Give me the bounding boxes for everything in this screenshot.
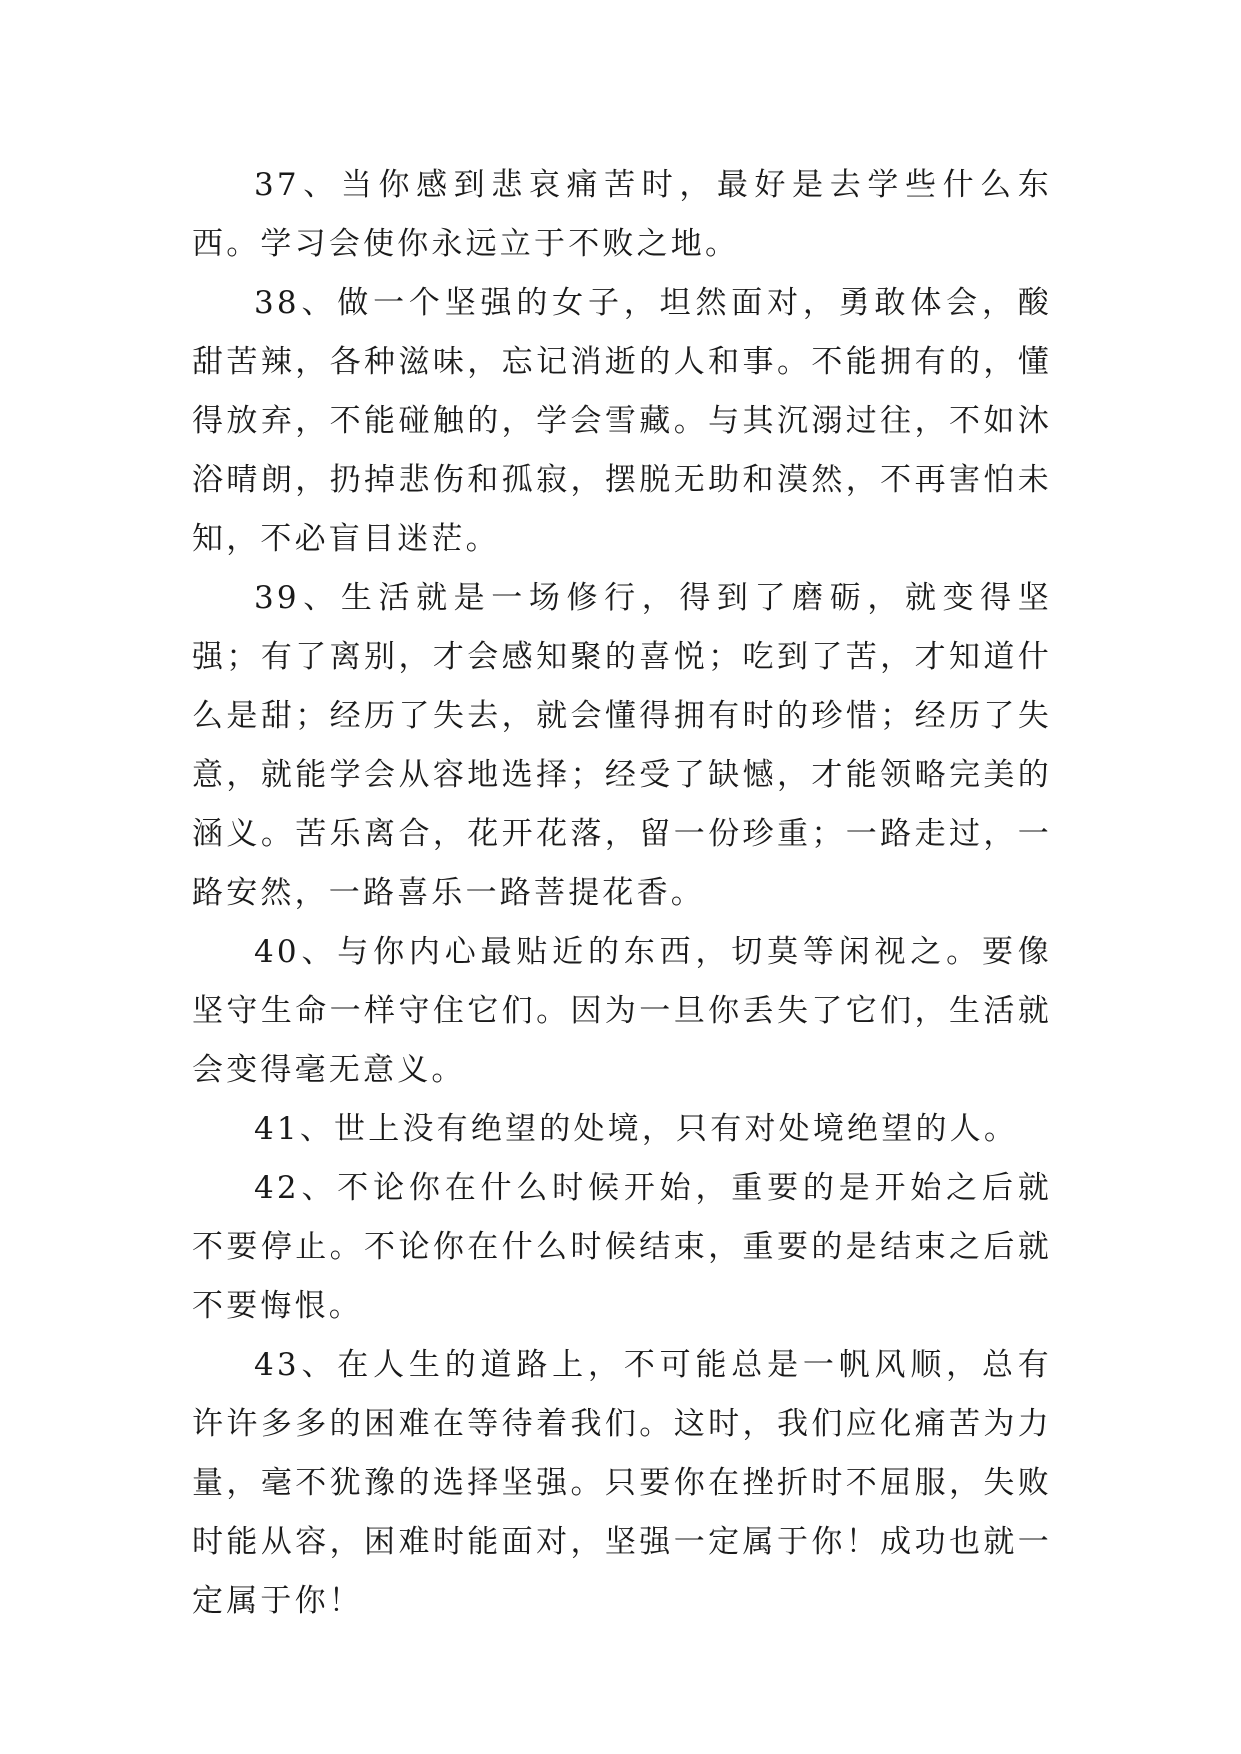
document-body [192,156,1052,1631]
paragraph-40: 40、与你内心最贴近的东西，切莫等闲视之。要像坚守生命一样守住它们。因为一旦你丢失了它们，生活就会变得毫无意义。 [192,934,1052,1088]
paragraph-43: 43、在人生的道路上，不可能总是一帆风顺，总有许许多多的困难在等待着我们。这时，我们应化痛苦为力量，毫不犹豫的选择坚强。只要你在挫折时不屈服，失败时能从容，困难时能面对，坚强一定属于你！成功也就一定属于你！ [192,1347,1052,1619]
paragraph-42: 42、不论你在什么时候开始，重要的是开始之后就不要停止。不论你在什么时候结束，重要的是结束之后就不要悔恨。 [192,1170,1052,1324]
paragraph-37: 37、当你感到悲哀痛苦时，最好是去学些什么东西。学习会使你永远立于不败之地。 [192,167,1052,262]
paragraph-38: 38、做一个坚强的女子，坦然面对，勇敢体会，酸甜苦辣，各种滋味，忘记消逝的人和事。不能拥有的，懂得放弃，不能碰触的，学会雪藏。与其沉溺过往，不如沐浴晴朗，扔掉悲伤和孤寂，摆脱无助和漠然，不再害怕未知，不必盲目迷茫。 [192,285,1052,557]
paragraph-41: 41、世上没有绝望的处境，只有对处境绝望的人。 [254,1111,1019,1147]
paragraph-39: 39、生活就是一场修行，得到了磨砺，就变得坚强；有了离别，才会感知聚的喜悦；吃到了苦，才知道什么是甜；经历了失去，就会懂得拥有时的珍惜；经历了失意，就能学会从容地选择；经受了缺憾，才能领略完美的涵义。苦乐离合，花开花落，留一份珍重；一路走过，一路安然，一路喜乐一路菩提花香。 [192,580,1052,911]
